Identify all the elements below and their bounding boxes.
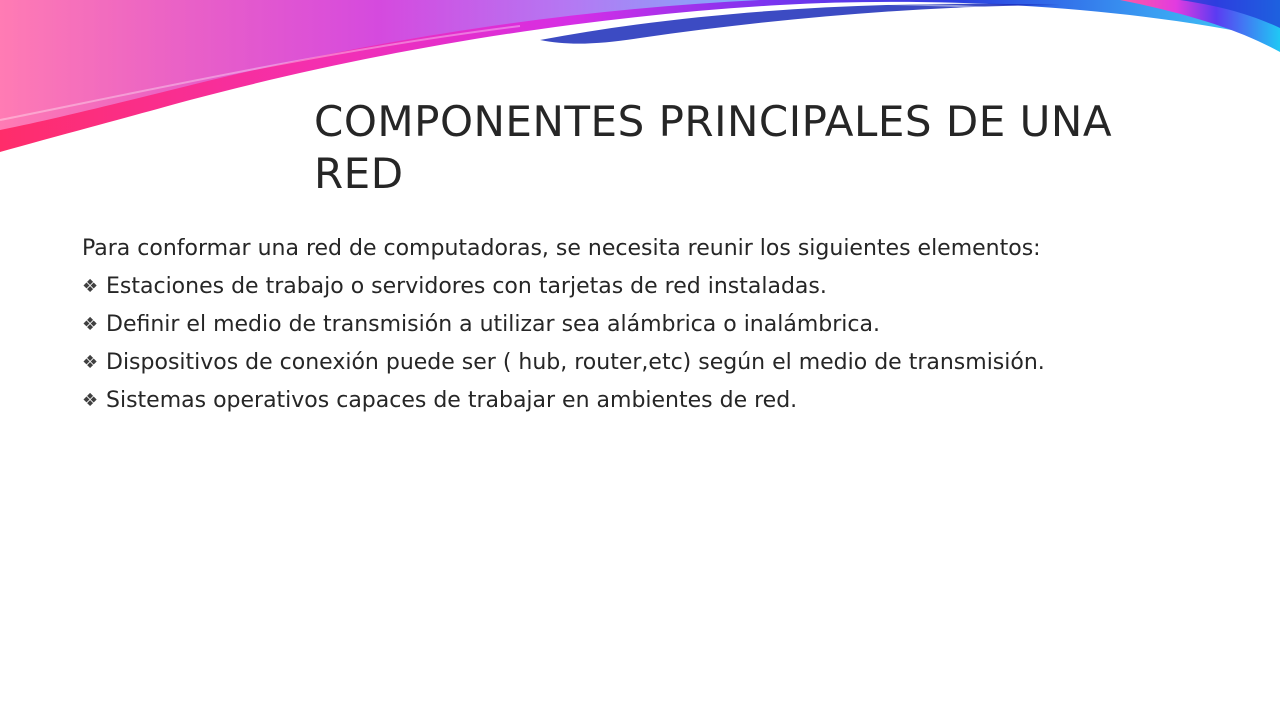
four-diamond-bullet-icon: ❖	[82, 314, 99, 335]
bullet-list	[82, 272, 1202, 416]
slide-body	[82, 234, 1202, 424]
bullet-item	[82, 348, 1202, 378]
bullet-item	[82, 386, 1202, 416]
four-diamond-bullet-icon: ❖	[82, 390, 99, 411]
bullet-text: Definir el medio de transmisión a utilizar sea alámbrica o inalámbrica.	[106, 312, 880, 337]
slide-title: COMPONENTES PRINCIPALES DE UNA RED	[314, 97, 1113, 198]
bullet-item	[82, 310, 1202, 340]
four-diamond-bullet-icon: ❖	[82, 352, 99, 373]
bullet-item	[82, 272, 1202, 302]
four-diamond-bullet-icon: ❖	[82, 276, 99, 297]
bullet-text: Sistemas operativos capaces de trabajar en ambientes de red.	[106, 388, 798, 413]
bullet-text: Estaciones de trabajo o servidores con tarjetas de red instaladas.	[106, 274, 827, 299]
intro-paragraph: Para conformar una red de computadoras, se necesita reunir los siguientes elementos:	[82, 236, 1041, 261]
bullet-text: Dispositivos de conexión puede ser ( hub, router,etc) según el medio de transmisión.	[106, 350, 1045, 375]
